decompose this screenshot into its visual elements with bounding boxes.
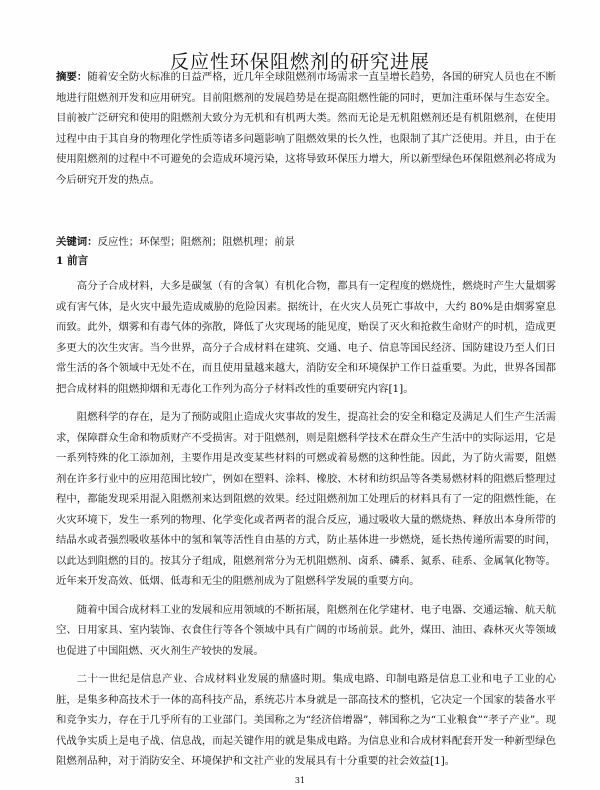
abstract	[56, 67, 556, 191]
section-title-introduction: 1 前言	[56, 255, 89, 267]
paragraph: 高分子合成材料，大多是碳氢（有的含氧）有机化合物，都具有一定程度的燃烧性，燃烧时产生大量烟雾或有害气体，是火灾中最先造成威胁的危险因素。据统计，在火灾人员死亡事故中，大约 80%是由烟雾窒息而致。此外，烟雾和有毒气体的弥散，降低了火灾现场的能见度，贻误了灭火和抢救生命财产的时机，造成更多更大的次生灾害。当今世界，高分子合成材料在建筑、交通、电子、信息等国民经济、国防建设乃至人们日常生活的各个领域中无处不在，而且使用量越来越大，消防安全和环境保护工作日益重要。为此，世界各国都把合成材料的阻燃抑烟和无毒化工作列为高分子材料改性的重要研究内容[1]。	[56, 280, 556, 395]
keywords	[56, 232, 556, 252]
page-number: 31	[294, 776, 306, 785]
body-text	[56, 276, 556, 780]
paragraph: 二十一世纪是信息产业、合成材料业发展的鼎盛时期。集成电路、印制电路是信息工业和电子工业的心脏，是集多种高技术于一体的高科技产品，系统芯片本身就是一部高技术的整机，它决定一个国家的装备水平和竞争实力，存在于几乎所有的工业部门。美国称之为“经济倍增器”，韩国称之为“工业粮食”“孝子产业”。现代战争实质上是电子战、信息战，而起关键作用的就是集成电路。为信息业和合成材料配套开发一种新型绿色阻燃剂品种，对于消防安全、环境保护和文社产业的发展具有十分重要的社会效益[1]。	[56, 673, 556, 767]
keywords-label: 关键词：	[56, 236, 98, 248]
keywords-text: 反应性；环保型；阻燃剂；阻燃机理；前景	[97, 236, 295, 248]
paragraph: 随着中国合成材料工业的发展和应用领域的不断拓展，阻燃剂在化学建材、电子电器、交通运输、航天航空、日用家具、室内装饰、衣食住行等各个领域中具有广阔的市场前景。此外，煤田、油田、森林灭火等领域也促进了中国阻燃、灭火剂生产较快的发展。	[56, 603, 556, 657]
abstract-label: 摘要：	[56, 71, 88, 83]
paper-title: 反应性环保阻燃剂的研究进展	[169, 50, 430, 73]
abstract-text: 随着安全防火标准的日益严格，近几年全球阻燃剂市场需求一直呈增长趋势，各国的研究人员也在不断地进行阻燃剂开发和应用研究。目前阻燃剂的发展趋势是在提高阻燃性能的同时，更加注重环保与生态安全。目前被广泛研究和使用的阻燃剂大致分为无机和有机两大类。然而无论是无机阻燃剂还是有机阻燃剂，在使用过程中由于其自身的物理化学性质等诸多问题影响了阻燃效果的长久性，也限制了其广泛使用。并且，由于在使用阻燃剂的过程中不可避免的会造成环境污染，这将导致环保压力增大，所以新型绿色环保阻燃剂必将成为今后研究开发的热点。	[56, 71, 557, 186]
paragraph: 阻燃科学的存在，是为了预防或阻止造成火灾事故的发生，提高社会的安全和稳定及满足人们生产生活需求，保障群众生命和物质财产不受损害。对于阻燃剂，则是阻燃科学技术在群众生产生活中的实际运用，它是一系列特殊的化工添加剂，主要作用是改变某些材料的可燃或着易燃的这种性能。因此，为了防火需要，阻燃剂在许多行业中的应用范围比较广，例如在塑料、涂料、橡胶、木材和纺织品等各类易燃材料的阻燃后整理过程中，都能发现采用混入阻燃剂来达到阻燃的效果。经过阻燃剂加工处理后的材料具有了一定的阻燃性能，在火灾环境下，发生一系列的物理、化学变化或者两者的混合反应，通过吸收大量的燃烧热、释放出本身所带的结晶水或者强烈吸收基体中的氢和氧等活性自由基的方式，防止基体进一步燃烧，延长热传递所需要的时间，以此达到阻燃的目的。按其分子组成，阻燃剂常分为无机阻燃剂、卤系、磷系、氮系、硅系、金属氧化物等。近年来开发高效、低烟、低毒和无尘的阻燃剂成为了阻燃科学发展的重要方向。	[56, 411, 556, 587]
